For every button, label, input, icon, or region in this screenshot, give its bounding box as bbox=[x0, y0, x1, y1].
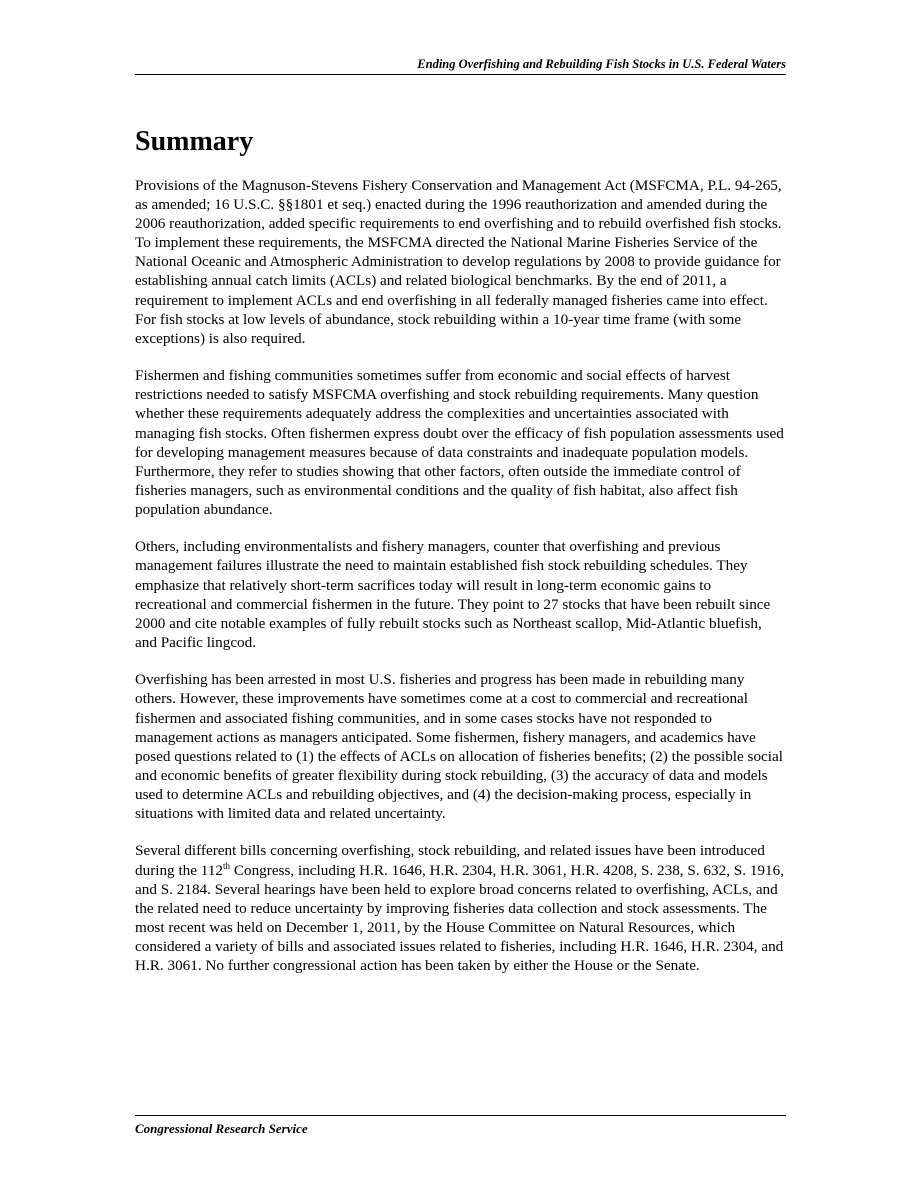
paragraph-2: Fishermen and fishing communities sometimes suffer from economic and social effects of harvest restrictions needed to satisfy MSFCMA overfishing and stock rebuilding requirements. Many question whether these requirements adequately address the complexities and uncertainties associated with managing fish stocks. Often fishermen express doubt over the efficacy of fish population assessments used for developing management measures because of data constraints and inadequate population models. Furthermore, they refer to studies showing that other factors, often outside the immediate control of fisheries managers, such as environmental conditions and the quality of fish habitat, also affect fish population abundance. bbox=[135, 367, 784, 518]
header-divider bbox=[135, 74, 786, 75]
page-title: Summary bbox=[135, 126, 254, 157]
ordinal-superscript: th bbox=[223, 860, 231, 871]
paragraph-3: Others, including environmentalists and fishery managers, counter that overfishing and previous management failures illustrate the need to maintain established fish stock rebuilding schedules. They emphasize that relatively short-term sacrifices today will result in long-term economic gains to recreational and commercial fishermen in the future. They point to 27 stocks that have been rebuilt since 2000 and cite notable examples of fully rebuilt stocks such as Northeast scallop, Mid-Atlantic bluefish, and Pacific lingcod. bbox=[135, 538, 771, 651]
paragraph-4: Overfishing has been arrested in most U.S. fisheries and progress has been made in rebuilding many others. However, these improvements have sometimes come at a cost to commercial and recreational fishermen and associated fishing communities, and in some cases stocks have not responded to management actions as managers anticipated. Some fishermen, fishery managers, and academics have posed questions related to (1) the effects of ACLs on allocation of fisheries benefits; (2) the possible social and economic benefits of greater flexibility during stock rebuilding, (3) the accuracy of data and models used to determine ACLs and rebuilding objectives, and (4) the decision-making process, especially in situations with limited data and related uncertainty. bbox=[135, 671, 783, 822]
footer-organization: Congressional Research Service bbox=[135, 1121, 308, 1136]
summary-body bbox=[135, 176, 786, 994]
running-header: Ending Overfishing and Rebuilding Fish Stocks in U.S. Federal Waters bbox=[417, 57, 786, 71]
footer-divider bbox=[135, 1115, 786, 1116]
paragraph-1: Provisions of the Magnuson-Stevens Fishery Conservation and Management Act (MSFCMA, P.L. 94-265, as amended; 16 U.S.C. §§1801 et seq.) enacted during the 1996 reauthorization and amended during the 2006 reauthorization, added specific requirements to end overfishing and to rebuild overfished fish stocks. To implement these requirements, the MSFCMA directed the National Marine Fisheries Service of the National Oceanic and Atmospheric Administration to develop regulations by 2008 to provide guidance for establishing annual catch limits (ACLs) and related biological benchmarks. By the end of 2011, a requirement to implement ACLs and end overfishing in all federally managed fisheries came into effect. For fish stocks at low levels of abundance, stock rebuilding within a 10-year time frame (with some exceptions) is also required. bbox=[135, 177, 782, 347]
paragraph-5-text-end: Congress, including H.R. 1646, H.R. 2304, H.R. 3061, H.R. 4208, S. 238, S. 632, S. 1916, and S. 2184. Several hearings have been held to explore broad concerns related to overfishing, ACLs, and the related need to reduce uncertainty by improving fisheries data collection and stock assessments. The most recent was held on December 1, 2011, by the House Committee on Natural Resources, which considered a variety of bills and associated issues related to fisheries, including H.R. 1646, H.R. 2304, and H.R. 3061. No further congressional action has been taken by either the House or the Senate. bbox=[135, 861, 785, 975]
paragraph-5-text-start: Several different bills concerning overfishing, stock rebuilding, and related issues have been introduced during the 112 bbox=[135, 842, 765, 879]
paragraph-5 bbox=[135, 841, 786, 975]
